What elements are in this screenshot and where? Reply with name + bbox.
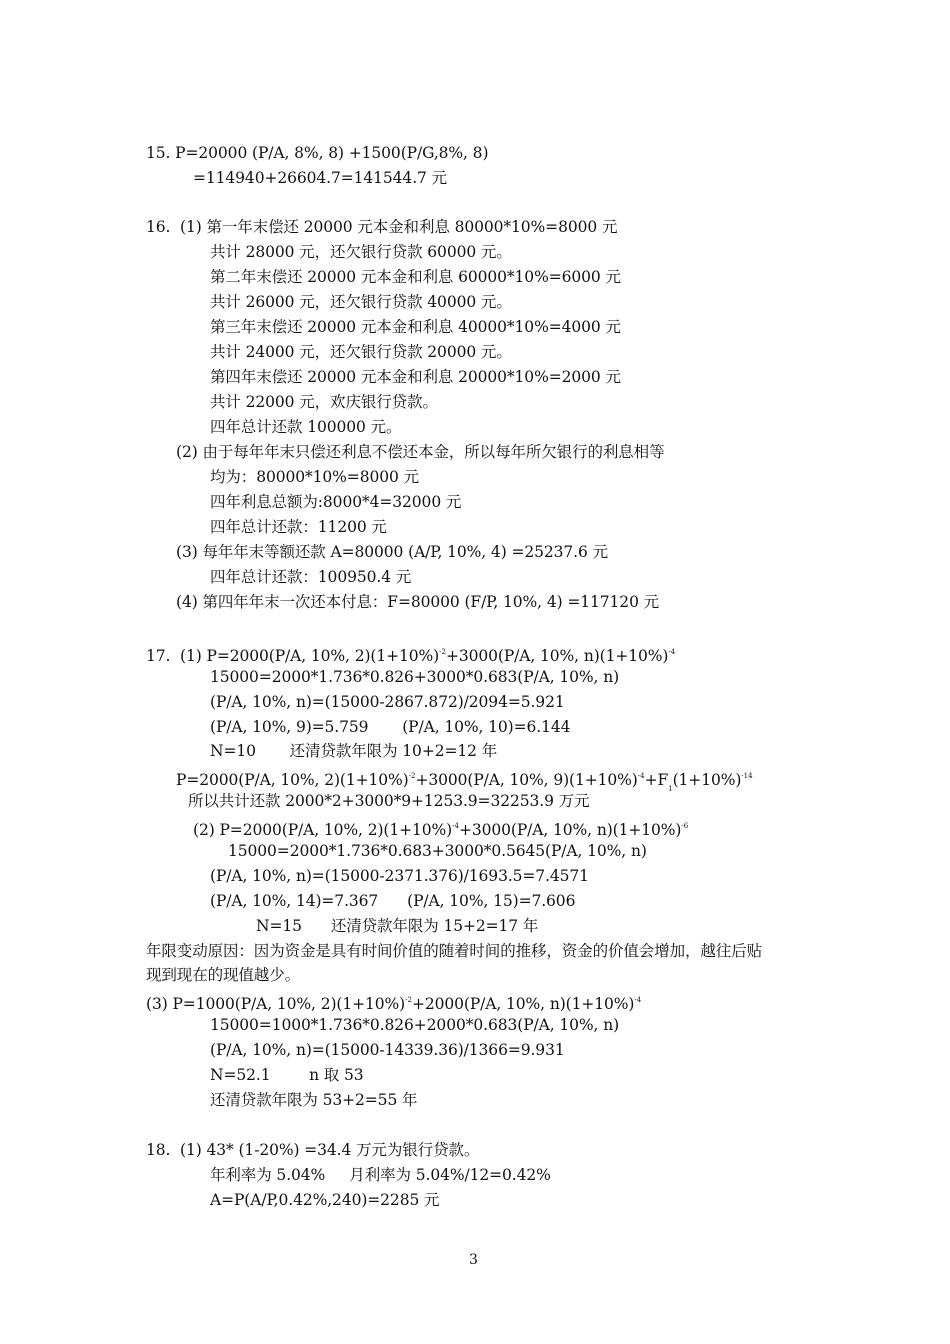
exponent: -4	[634, 996, 642, 1004]
problem-17-line-9: 15000=2000*1.736*0.683+3000*0.5645(P/A, 10%, n)	[228, 842, 647, 860]
problem-18-line-2: 年利率为 5.04% 月利率为 5.04%/12=0.42%	[210, 1166, 551, 1184]
problem-17-line-15	[146, 990, 641, 1014]
problem-17-line-17: (P/A, 10%, n)=(15000-14339.36)/1366=9.931	[210, 1041, 565, 1059]
exponent: -6	[681, 822, 689, 830]
text-segment: (1+10%)	[672, 771, 742, 789]
text-segment: +2000(P/A, 10%, n)(1+10%)	[411, 995, 635, 1013]
problem-16-line-7: 第四年末偿还 20000 元本金和利息 20000*10%=2000 元	[210, 368, 621, 386]
problem-17-line-8	[193, 816, 688, 840]
page-number: 3	[469, 1252, 478, 1268]
problem-17-line-2: 15000=2000*1.736*0.826+3000*0.683(P/A, 10%, n)	[210, 668, 620, 686]
problem-17-line-14: 现到现在的现值越少。	[146, 966, 301, 984]
text-segment: P=2000(P/A, 10%, 2)(1+10%)	[176, 771, 409, 789]
exponent: -2	[439, 648, 446, 656]
exponent: -2	[405, 996, 412, 1004]
problem-17-line-1	[146, 642, 675, 666]
problem-16-line-5: 第三年末偿还 20000 元本金和利息 40000*10%=4000 元	[210, 318, 621, 336]
problem-15-line-2: =114940+26604.7=141544.7 元	[193, 169, 448, 187]
text-segment: +3000(P/A, 10%, n)(1+10%)	[458, 821, 682, 839]
problem-17-line-3: (P/A, 10%, n)=(15000-2867.872)/2094=5.921	[210, 693, 565, 711]
problem-16-line-9: 四年总计还款 100000 元。	[210, 418, 402, 436]
text-segment: +3000(P/A, 10%, 9)(1+10%)	[415, 771, 638, 789]
exponent: -4	[637, 772, 645, 780]
problem-17-line-19: 还清贷款年限为 53+2=55 年	[210, 1091, 418, 1109]
problem-16-line-14: (3) 每年年末等额还款 A=80000 (A/P, 10%, 4) =25237.6 元	[176, 543, 608, 561]
text-segment: 17. (1) P=2000(P/A, 10%, 2)(1+10%)	[146, 647, 440, 665]
problem-16-line-3: 第二年末偿还 20000 元本金和利息 60000*10%=6000 元	[210, 268, 621, 286]
text-segment: (2) P=2000(P/A, 10%, 2)(1+10%)	[193, 821, 453, 839]
exponent: -2	[408, 772, 416, 780]
problem-16-line-12: 四年利息总额为:8000*4=32000 元	[210, 493, 462, 511]
problem-16-line-10: (2) 由于每年年末只偿还利息不偿还本金，所以每年所欠银行的利息相等	[176, 443, 665, 461]
problem-16-line-1: 16. (1) 第一年末偿还 20000 元本金和利息 80000*10%=8000 元	[146, 218, 618, 236]
subscript: 1	[668, 785, 673, 793]
exponent: -4	[452, 822, 459, 830]
problem-16-line-11: 均为：80000*10%=8000 元	[210, 468, 419, 486]
problem-16-line-4: 共计 26000 元，还欠银行贷款 40000 元。	[210, 293, 512, 311]
problem-17-line-16: 15000=1000*1.736*0.826+2000*0.683(P/A, 10%, n)	[210, 1016, 620, 1034]
problem-17-line-12: N=15 还清贷款年限为 15+2=17 年	[256, 917, 539, 935]
problem-16-line-15: 四年总计还款：100950.4 元	[210, 568, 412, 586]
problem-16-line-16: (4) 第四年年末一次还本付息：F=80000 (F/P, 10%, 4) =117120 元	[176, 593, 660, 611]
problem-17-line-5: N=10 还清贷款年限为 10+2=12 年	[210, 742, 498, 760]
problem-17-line-13: 年限变动原因：因为资金是具有时间价值的随着时间的推移，资金的价值会增加，越往后贴	[146, 942, 763, 960]
problem-16-line-13: 四年总计还款：11200 元	[210, 518, 387, 536]
problem-17-line-11: (P/A, 10%, 14)=7.367 (P/A, 10%, 15)=7.606	[210, 892, 576, 910]
text-segment: (3) P=1000(P/A, 10%, 2)(1+10%)	[146, 995, 406, 1013]
problem-16-line-8: 共计 22000 元，欢庆银行贷款。	[210, 393, 438, 411]
exponent: -4	[668, 648, 676, 656]
problem-16-line-2: 共计 28000 元，还欠银行贷款 60000 元。	[210, 243, 512, 261]
exponent: -14	[741, 772, 753, 780]
problem-18-line-1: 18. (1) 43* (1-20%) =34.4 万元为银行贷款。	[146, 1141, 480, 1159]
problem-17-line-10: (P/A, 10%, n)=(15000-2371.376)/1693.5=7.4571	[210, 867, 589, 885]
problem-17-line-4: (P/A, 10%, 9)=5.759 (P/A, 10%, 10)=6.144	[210, 718, 571, 736]
text-segment: +3000(P/A, 10%, n)(1+10%)	[445, 647, 669, 665]
problem-16-line-6: 共计 24000 元，还欠银行贷款 20000 元。	[210, 343, 512, 361]
problem-18-line-3: A=P(A/P,0.42%,240)=2285 元	[210, 1191, 440, 1209]
problem-17-line-7: 所以共计还款 2000*2+3000*9+1253.9=32253.9 万元	[188, 792, 590, 810]
problem-15-line-1: 15. P=20000 (P/A, 8%, 8) +1500(P/G,8%, 8)	[146, 144, 489, 162]
problem-17-line-18: N=52.1 n 取 53	[210, 1066, 364, 1084]
text-segment: +F	[644, 771, 669, 789]
